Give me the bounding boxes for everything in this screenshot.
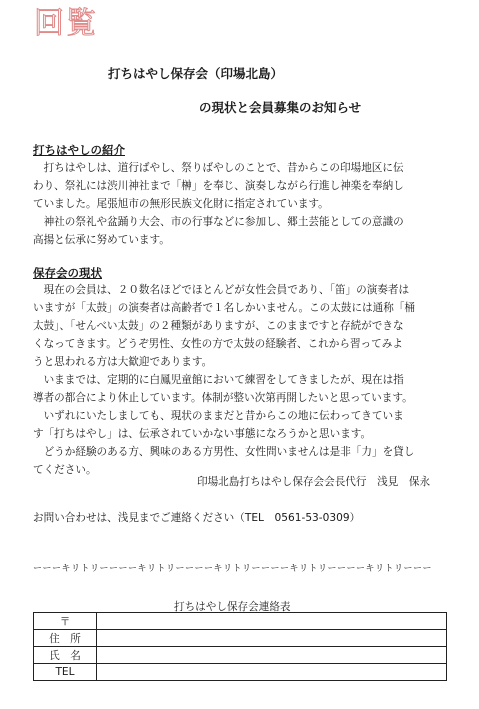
section-body-introduction: 打ちはやしは、道行ばやし、祭りばやしのことで、昔からこの印場地区に伝 わり、祭礼には渋川神社まで「榊」を奉じ、演奏しながら行進し神楽を奉納し ていました。尾張旭市の無形民族文化財に指定されています。 神社の祭礼や盆踊り大会、市の行事などに参加し、郷土芸能としての意識の 高揚と伝承に努めています。 bbox=[33, 162, 404, 246]
form-row-address bbox=[34, 630, 447, 647]
form-label-tel: TEL bbox=[34, 664, 97, 681]
form-field-address[interactable] bbox=[97, 630, 447, 647]
circulation-stamp: 回覧 bbox=[34, 6, 98, 41]
form-label-name: 氏 名 bbox=[34, 647, 97, 664]
section-body-current-status: 現在の会員は、２０数名ほどでほとんどが女性会員であり、「笛」の演奏者は いますが「太鼓」の演奏者は高齢者で１名しかいません。この太鼓には通称「桶 太鼓」、「せんべい太鼓」の２種類がありますが、このままですと存続ができな くなってきます。どうぞ男性、女性の方で太鼓の経験者、これから習ってみよ うと思われる方は大歓迎であります。 いままでは、定期的に白鳳児童館において練習をしてきましたが、現在は指 導者の都合により休止しています。体制が整い次第再開したいと思っています。 いずれにいたしましても、現状のままだと昔からこの地に伝わってきていま す「打ちはやし」は、伝承されていかない事態になろうかと思います。 どうか経験のある方、興味のある方男性、女性問いませんは是非「力」を貸し てください。 bbox=[33, 284, 416, 476]
form-label-postal: 〒 bbox=[34, 613, 97, 630]
form-label-address: 住 所 bbox=[34, 630, 97, 647]
signature: 印場北島打ちはやし保存会会長代行 浅見 保永 bbox=[197, 476, 431, 488]
form-row-tel bbox=[34, 664, 447, 681]
form-field-tel[interactable] bbox=[97, 664, 447, 681]
contact-info: お問い合わせは、浅見までご連絡ください（TEL 0561-53-0309） bbox=[33, 512, 361, 524]
section-heading-current-status: 保存会の現状 bbox=[33, 266, 102, 280]
title-line-2: の現状と会員募集のお知らせ bbox=[199, 100, 362, 115]
cut-line: ーーーキリトリーーーーキリトリーーーーキリトリーーーーキリトリーーーーキリトリーーー bbox=[33, 564, 433, 574]
form-title: 打ちはやし保存会連絡表 bbox=[174, 601, 291, 613]
contact-form-table bbox=[33, 612, 447, 681]
form-field-postal[interactable] bbox=[97, 613, 447, 630]
form-row-name bbox=[34, 647, 447, 664]
title-line-1: 打ちはやし保存会（印場北島） bbox=[108, 66, 284, 81]
form-row-postal bbox=[34, 613, 447, 630]
section-heading-introduction: 打ちはやしの紹介 bbox=[33, 143, 125, 157]
form-field-name[interactable] bbox=[97, 647, 447, 664]
